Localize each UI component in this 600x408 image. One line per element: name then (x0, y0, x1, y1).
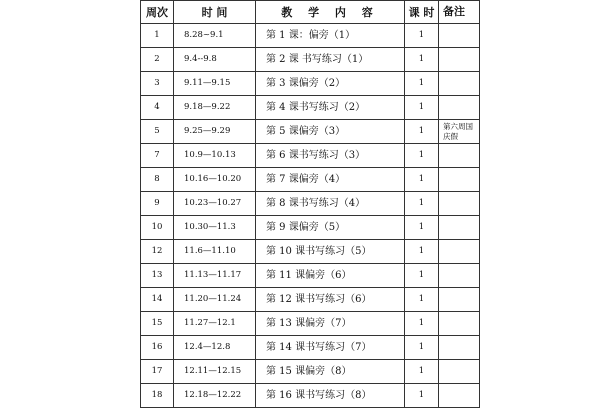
week-cell: 17 (141, 360, 174, 384)
hours-cell: 1 (405, 312, 439, 336)
time-cell: 11.6—11.10 (174, 240, 256, 264)
hours-cell: 1 (405, 168, 439, 192)
header-time: 时 间 (174, 1, 256, 24)
table-row (141, 384, 480, 408)
week-cell: 14 (141, 288, 174, 312)
note-cell (439, 48, 480, 72)
hours-cell: 1 (405, 336, 439, 360)
content-cell: 第 13 课偏旁（7） (256, 312, 405, 336)
time-cell: 9.25—9.29 (174, 120, 256, 144)
week-cell: 16 (141, 336, 174, 360)
table-row (141, 288, 480, 312)
hours-cell: 1 (405, 240, 439, 264)
week-cell: 15 (141, 312, 174, 336)
note-cell (439, 264, 480, 288)
table-row (141, 264, 480, 288)
hours-cell: 1 (405, 216, 439, 240)
week-cell: 12 (141, 240, 174, 264)
table-row (141, 240, 480, 264)
note-cell: 第六周国庆假 (439, 120, 480, 144)
hours-cell: 1 (405, 120, 439, 144)
note-cell (439, 288, 480, 312)
table-row (141, 168, 480, 192)
week-cell: 5 (141, 120, 174, 144)
time-cell: 10.23—10.27 (174, 192, 256, 216)
content-cell: 第 1 课：偏旁（1） (256, 24, 405, 48)
header-hours: 课 时 (405, 1, 439, 24)
note-cell (439, 168, 480, 192)
note-cell (439, 312, 480, 336)
note-cell (439, 192, 480, 216)
time-cell: 11.13—11.17 (174, 264, 256, 288)
table-row (141, 312, 480, 336)
note-cell (439, 384, 480, 408)
header-content: 教 学 内 容 (256, 1, 405, 24)
content-cell: 第 10 课书写练习（5） (256, 240, 405, 264)
table-row (141, 360, 480, 384)
content-cell: 第 2 课 书写练习（1） (256, 48, 405, 72)
note-cell (439, 336, 480, 360)
note-cell (439, 96, 480, 120)
content-cell: 第 16 课书写练习（8） (256, 384, 405, 408)
note-cell (439, 144, 480, 168)
header-week: 周次 (141, 1, 174, 24)
hours-cell: 1 (405, 144, 439, 168)
table-row (141, 216, 480, 240)
week-cell: 13 (141, 264, 174, 288)
hours-cell: 1 (405, 264, 439, 288)
content-cell: 第 15 课偏旁（8） (256, 360, 405, 384)
hours-cell: 1 (405, 360, 439, 384)
table-row (141, 48, 480, 72)
content-cell: 第 5 课偏旁（3） (256, 120, 405, 144)
table-row (141, 72, 480, 96)
time-cell: 11.27—12.1 (174, 312, 256, 336)
note-cell (439, 240, 480, 264)
week-cell: 2 (141, 48, 174, 72)
week-cell: 7 (141, 144, 174, 168)
content-cell: 第 3 课偏旁（2） (256, 72, 405, 96)
time-cell: 12.4—12.8 (174, 336, 256, 360)
table-row (141, 96, 480, 120)
week-cell: 9 (141, 192, 174, 216)
week-cell: 1 (141, 24, 174, 48)
hours-cell: 1 (405, 24, 439, 48)
time-cell: 11.20—11.24 (174, 288, 256, 312)
note-cell (439, 216, 480, 240)
time-cell: 8.28~9.1 (174, 24, 256, 48)
note-cell (439, 72, 480, 96)
table-body (141, 24, 480, 408)
table-row (141, 192, 480, 216)
week-cell: 3 (141, 72, 174, 96)
content-cell: 第 4 课书写练习（2） (256, 96, 405, 120)
note-cell (439, 360, 480, 384)
content-cell: 第 8 课书写练习（4） (256, 192, 405, 216)
header-note: 备注 (439, 1, 480, 24)
table-row (141, 336, 480, 360)
week-cell: 8 (141, 168, 174, 192)
hours-cell: 1 (405, 192, 439, 216)
content-cell: 第 9 课偏旁（5） (256, 216, 405, 240)
time-cell: 9.18—9.22 (174, 96, 256, 120)
hours-cell: 1 (405, 384, 439, 408)
week-cell: 4 (141, 96, 174, 120)
time-cell: 10.9—10.13 (174, 144, 256, 168)
schedule-sheet (140, 0, 480, 408)
time-cell: 12.18—12.22 (174, 384, 256, 408)
hours-cell: 1 (405, 48, 439, 72)
time-cell: 9.4--9.8 (174, 48, 256, 72)
week-cell: 10 (141, 216, 174, 240)
hours-cell: 1 (405, 288, 439, 312)
content-cell: 第 7 课偏旁（4） (256, 168, 405, 192)
time-cell: 12.11—12.15 (174, 360, 256, 384)
schedule-table (140, 0, 480, 408)
content-cell: 第 11 课偏旁（6） (256, 264, 405, 288)
table-row (141, 144, 480, 168)
content-cell: 第 6 课书写练习（3） (256, 144, 405, 168)
time-cell: 10.30—11.3 (174, 216, 256, 240)
hours-cell: 1 (405, 72, 439, 96)
time-cell: 9.11—9.15 (174, 72, 256, 96)
content-cell: 第 12 课书写练习（6） (256, 288, 405, 312)
content-cell: 第 14 课书写练习（7） (256, 336, 405, 360)
note-cell (439, 24, 480, 48)
week-cell: 18 (141, 384, 174, 408)
time-cell: 10.16—10.20 (174, 168, 256, 192)
header-row (141, 1, 480, 24)
hours-cell: 1 (405, 96, 439, 120)
table-row (141, 24, 480, 48)
table-row (141, 120, 480, 144)
